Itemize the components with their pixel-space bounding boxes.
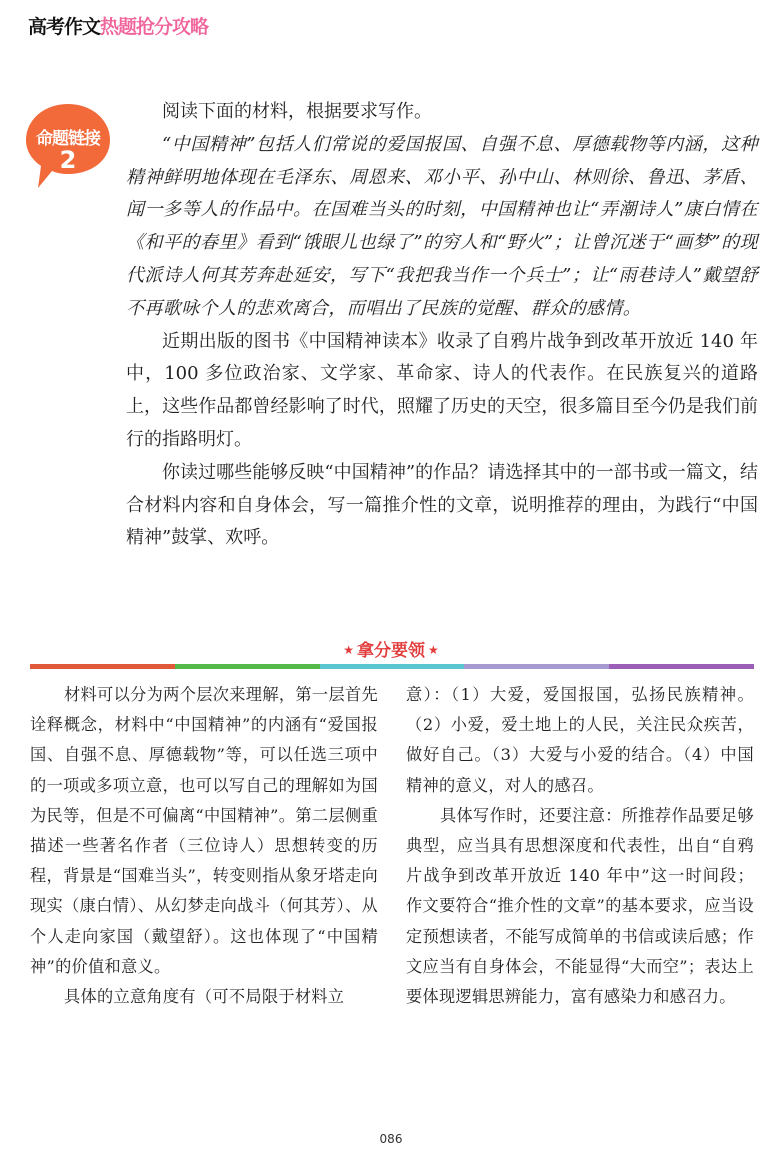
divider-segment — [464, 664, 609, 669]
page-number: 086 — [379, 1132, 403, 1146]
prompt-link-badge — [24, 102, 116, 190]
prompt-material-paragraph-2: 近期出版的图书《中国精神读本》收录了自鸦片战争到改革开放近 140 年中，100 多位政治家、文学家、革命家、诗人的代表作。在民族复兴的道路上，这些作品都曾经影响了时代，照耀了历史的天空，很多篇目至今仍是我们前行的指路明灯。 — [126, 330, 758, 450]
divider-segment — [320, 664, 465, 669]
series-title-accent: 热题抢分攻略 — [100, 16, 209, 38]
badge-label: 命题链接 — [36, 129, 100, 149]
star-icon: ★ — [428, 643, 439, 657]
divider-segment — [30, 664, 175, 669]
book-series-title — [28, 12, 208, 38]
divider-segment — [609, 664, 754, 669]
star-icon: ★ — [343, 643, 354, 657]
section-heading — [0, 636, 782, 661]
divider-segment — [175, 664, 320, 669]
section-heading-text: 拿分要领 — [357, 641, 425, 661]
writing-prompt — [126, 96, 758, 555]
analysis-paragraph: 具体的立意角度有（可不局限于材料立 — [64, 987, 345, 1007]
section-divider-bar — [30, 664, 754, 669]
analysis-right-column — [406, 680, 754, 1012]
analysis-paragraph: 具体写作时，还要注意：所推荐作品要足够典型，应当具有思想深度和代表性，出自“自鸦片战争到改革开放近 140 年中”这一时间段；作文要符合“推介性的文章”的基本要求，应当设定预想读者，不能写成简单的书信或读后感；作文应当有自身体会，不能显得“大而空”；表达上要体现逻辑思辨能力，富有感染力和感召力。 — [406, 805, 754, 1007]
prompt-intro: 阅读下面的材料，根据要求写作。 — [162, 101, 432, 122]
badge-number: 2 — [59, 146, 77, 174]
prompt-material-paragraph-1: “中国精神”包括人们常说的爱国报国、自强不息、厚德载物等内涵，这种精神鲜明地体现在毛泽东、周恩来、邓小平、孙中山、林则徐、鲁迅、茅盾、闻一多等人的作品中。在国难当头的时刻，中国精神也让“弄潮诗人”康白情在《和平的春里》看到“饿眼儿也绿了”的穷人和“野火”；让曾沉迷于“画梦”的现代派诗人何其芳奔赴延安，写下“我把我当作一个兵士”；让“雨巷诗人”戴望舒不再歌咏个人的悲欢离合，而唱出了民族的觉醒、群众的感情。 — [126, 133, 758, 319]
prompt-task-paragraph: 你读过哪些能够反映“中国精神”的作品？请选择其中的一部书或一篇文，结合材料内容和自身体会，写一篇推介性的文章，说明推荐的理由，为践行“中国精神”鼓掌、欢呼。 — [126, 461, 758, 549]
series-title-main: 高考作文 — [28, 16, 101, 38]
analysis-left-column — [30, 680, 378, 1012]
analysis-paragraph: 材料可以分为两个层次来理解，第一层首先诠释概念，材料中“中国精神”的内涵有“爱国报国、自强不息、厚德载物”等，可以任选三项中的一项或多项立意，也可以写自己的理解如为国为民等，但是不可偏离“中国精神”。第二层侧重描述一些著名作者（三位诗人）思想转变的历程，背景是“国难当头”，转变则指从象牙塔走向现实（康白情）、从幻梦走向战斗（何其芳）、从个人走向家国（戴望舒）。这也体现了“中国精神”的价值和意义。 — [30, 685, 378, 976]
analysis-paragraph: 意）：（1）大爱，爱国报国，弘扬民族精神。（2）小爱，爱土地上的人民，关注民众疾苦，做好自己。（3）大爱与小爱的结合。（4）中国精神的意义，对人的感召。 — [406, 685, 754, 795]
